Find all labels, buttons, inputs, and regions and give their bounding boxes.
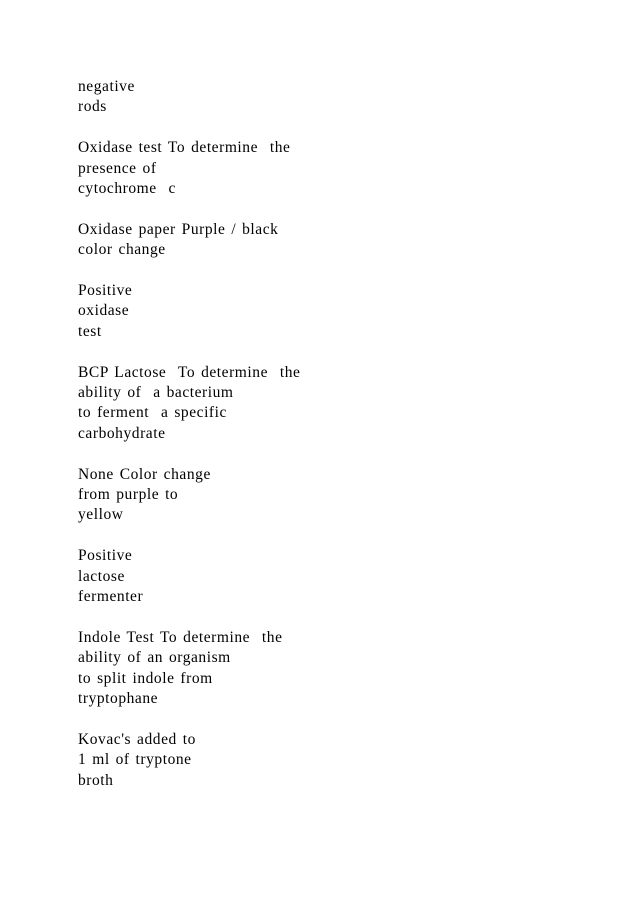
paragraph <box>78 138 558 199</box>
text-line: color change <box>78 241 166 259</box>
text-line: to split indole from <box>78 669 213 687</box>
text-line: tryptophane <box>78 690 159 708</box>
paragraph <box>78 465 558 526</box>
text-line: Kovac's added to <box>78 730 196 748</box>
text-line: fermenter <box>78 588 144 606</box>
text-line: ability of a bacterium <box>78 384 234 402</box>
text-line: carbohydrate <box>78 424 166 442</box>
paragraph <box>78 363 558 445</box>
text-line: BCP Lactose To determine the <box>78 363 301 381</box>
paragraph <box>78 220 558 261</box>
text-line: to ferment a specific <box>78 404 227 422</box>
text-line: Positive <box>78 282 133 300</box>
text-line: Indole Test To determine the <box>78 628 283 646</box>
text-line: yellow <box>78 506 124 524</box>
text-line: test <box>78 322 102 340</box>
paragraph <box>78 77 558 118</box>
text-line: broth <box>78 771 114 789</box>
text-line: cytochrome c <box>78 180 176 198</box>
text-line: from purple to <box>78 486 179 504</box>
document-text <box>78 77 558 811</box>
text-line: Oxidase paper Purple / black <box>78 220 279 238</box>
text-line: 1 ml of tryptone <box>78 751 192 769</box>
text-line: oxidase <box>78 302 130 320</box>
text-line: Oxidase test To determine the <box>78 139 291 157</box>
paragraph <box>78 730 558 791</box>
text-line: lactose <box>78 567 125 585</box>
text-line: presence of <box>78 159 157 177</box>
text-line: None Color change <box>78 465 211 483</box>
text-line: rods <box>78 98 107 116</box>
text-line: ability of an organism <box>78 649 231 667</box>
text-line: Positive <box>78 547 133 565</box>
text-line: negative <box>78 78 135 95</box>
paragraph <box>78 281 558 342</box>
paragraph <box>78 546 558 607</box>
paragraph <box>78 628 558 710</box>
